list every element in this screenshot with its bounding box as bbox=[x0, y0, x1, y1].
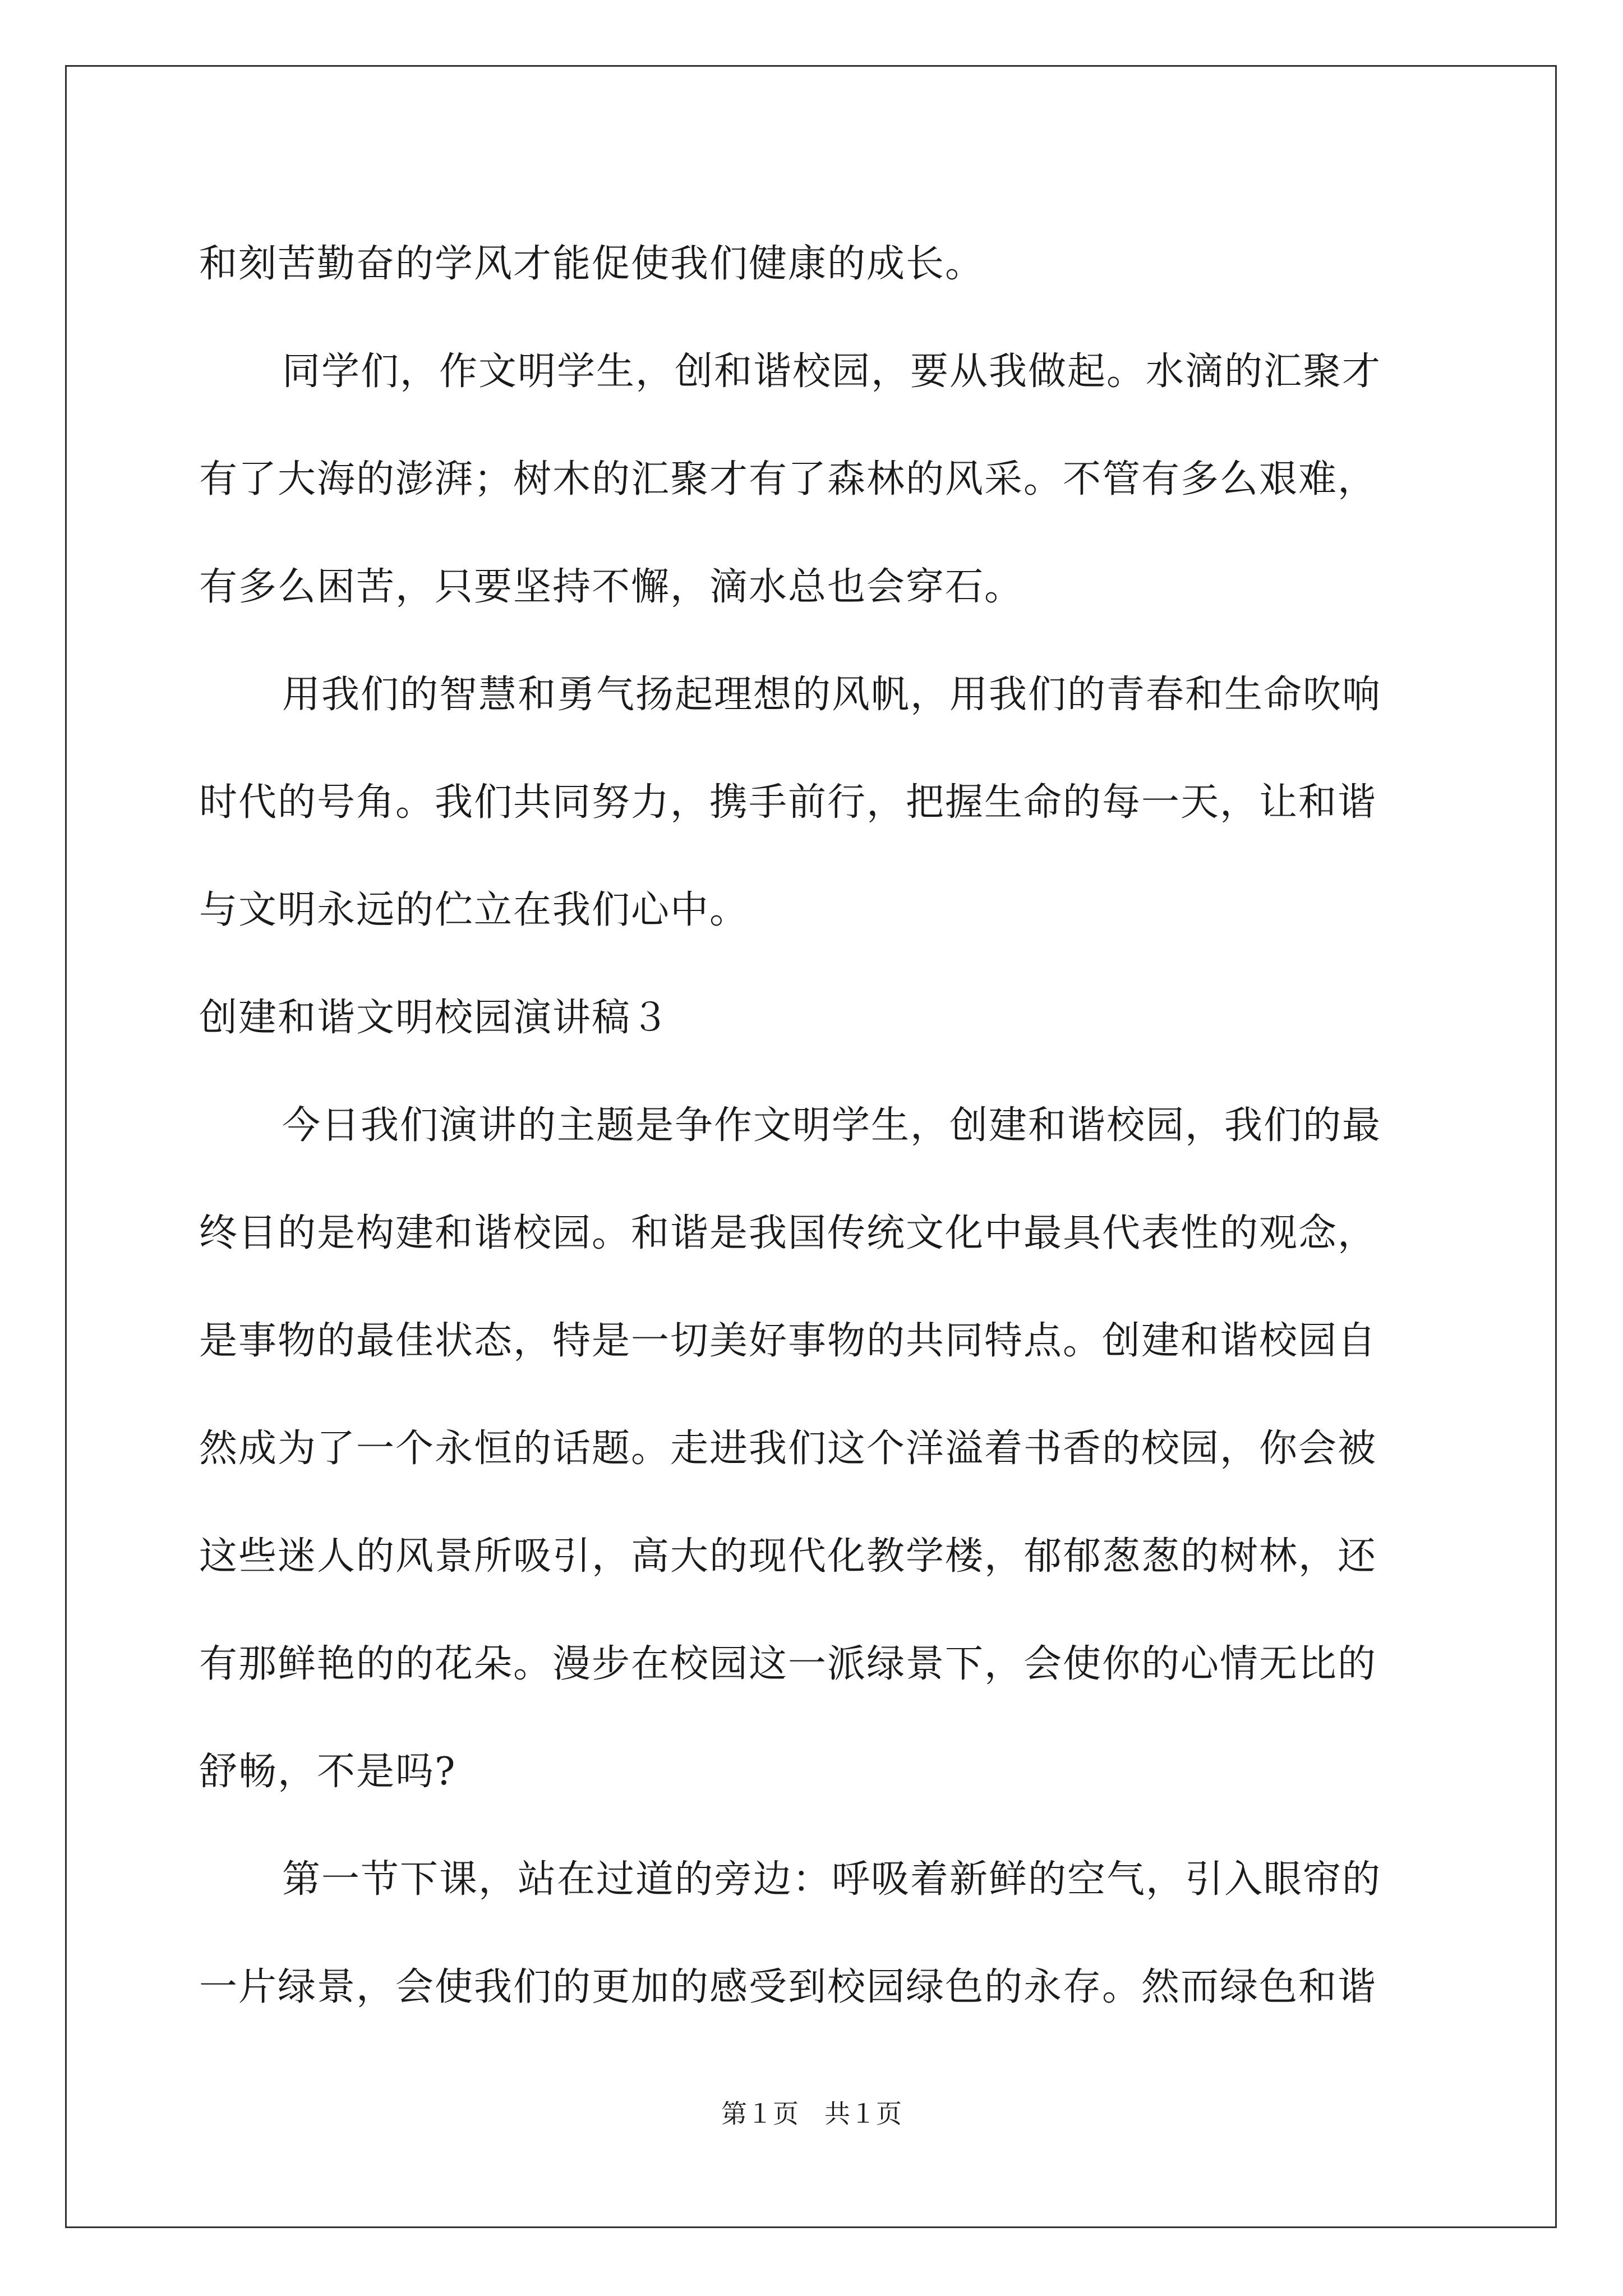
paragraph-line: 第一节下课，站在过道的旁边：呼吸着新鲜的空气，引入眼帘的 bbox=[282, 1857, 1382, 1902]
paragraph-line: 终目的是构建和谐校园。和谐是我国传统文化中最具代表性的观念， bbox=[199, 1211, 1377, 1255]
paragraph-line: 有多么困苦，只要坚持不懈，滴水总也会穿石。 bbox=[199, 565, 1024, 609]
paragraph-line: 然成为了一个永恒的话题。走进我们这个洋溢着书香的校园，你会被 bbox=[199, 1427, 1377, 1471]
paragraph bbox=[199, 1826, 1433, 2041]
paragraph bbox=[199, 210, 1433, 318]
paragraph bbox=[199, 1072, 1433, 1826]
paragraph-line: 今日我们演讲的主题是争作文明学生，创建和谐校园，我们的最 bbox=[282, 1103, 1382, 1148]
paragraph-line: 这些迷人的风景所吸引，高大的现代化教学楼，郁郁葱葱的树林，还 bbox=[199, 1534, 1377, 1579]
paragraph bbox=[199, 641, 1433, 964]
paragraph-line: 是事物的最佳状态，特是一切美好事物的共同特点。创建和谐校园自 bbox=[199, 1319, 1377, 1363]
paragraph-line: 舒畅，不是吗? bbox=[199, 1750, 457, 1794]
paragraph-line: 用我们的智慧和勇气扬起理想的风帆，用我们的青春和生命吹响 bbox=[282, 673, 1382, 717]
paragraph bbox=[199, 318, 1433, 641]
paragraph-line: 同学们，作文明学生，创和谐校园，要从我做起。水滴的汇聚才 bbox=[282, 349, 1382, 394]
paragraph-line: 有了大海的澎湃；树木的汇聚才有了森林的风采。不管有多么艰难， bbox=[199, 457, 1377, 501]
document-body bbox=[199, 210, 1433, 2041]
paragraph-line: 与文明永远的伫立在我们心中。 bbox=[199, 888, 749, 932]
paragraph-line: 有那鲜艳的的花朵。漫步在校园这一派绿景下，会使你的心情无比的 bbox=[199, 1642, 1377, 1686]
paragraph-line: 时代的号角。我们共同努力，携手前行，把握生命的每一天，让和谐 bbox=[199, 780, 1377, 825]
paragraph-line: 和刻苦勤奋的学风才能促使我们健康的成长。 bbox=[199, 242, 985, 286]
page-footer: 第１页 共１页 bbox=[721, 2099, 902, 2129]
section-heading: 创建和谐文明校园演讲稿３ bbox=[199, 996, 671, 1040]
paragraph-line: 一片绿景，会使我们的更加的感受到校园绿色的永存。然而绿色和谐 bbox=[199, 1965, 1377, 2009]
